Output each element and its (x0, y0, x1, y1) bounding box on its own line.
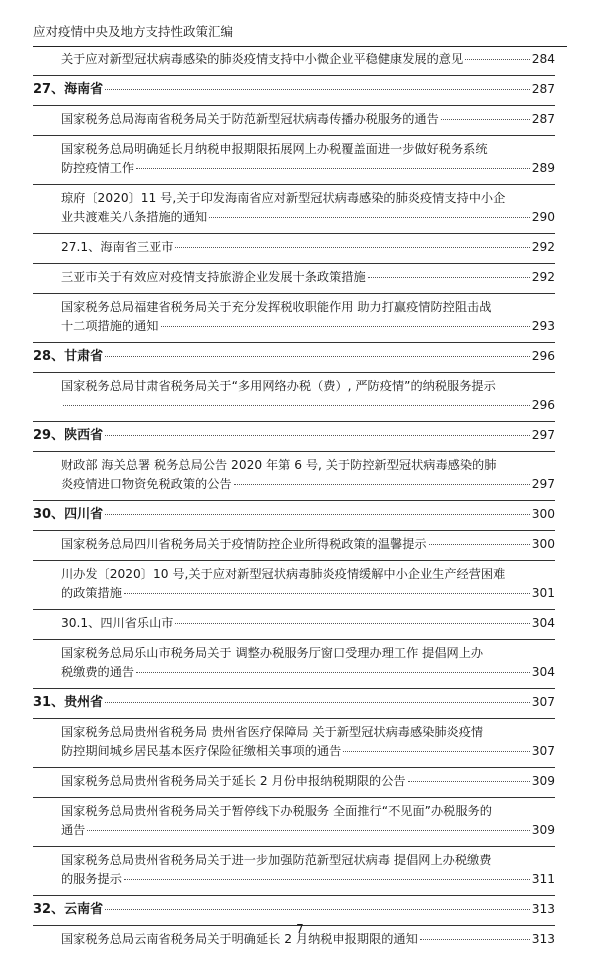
toc-entry-title: 31、贵州省 (33, 695, 104, 710)
toc-section-entry[interactable] (33, 500, 555, 530)
toc-entry-page: 309 (531, 823, 555, 837)
leader-dots (124, 879, 530, 880)
toc-entry-page: 297 (531, 477, 555, 491)
leader-dots (124, 593, 530, 594)
toc-entry-page: 292 (531, 270, 555, 284)
toc-entry[interactable] (33, 451, 555, 500)
toc-entry-title: 29、陕西省 (33, 428, 104, 443)
toc-entry-title-line2: 炎疫情进口物资免税政策的公告 (61, 477, 232, 491)
toc-entry-title-line2: 的政策措施 (61, 586, 122, 600)
toc-entry-page: 307 (531, 695, 555, 709)
toc-section-entry[interactable] (33, 421, 555, 451)
toc-entry-title-line1: 国家税务总局乐山市税务局关于 调整办税服务厅窗口受理办理工作 提倡网上办 (61, 646, 484, 660)
toc-entry-title-line1: 国家税务总局贵州省税务局关于暂停线下办税服务 全面推行“不见面”办税服务的 (61, 804, 492, 818)
toc-entry[interactable] (33, 846, 555, 895)
toc-entry-title-line2: 税缴费的通告 (61, 665, 135, 679)
running-header (33, 22, 567, 47)
toc-entry-title-line1: 国家税务总局贵州省税务局 贵州省医疗保障局 关于新型冠状病毒感染肺炎疫情 (61, 725, 484, 739)
leader-dots (161, 326, 530, 327)
toc-entry-page: 296 (531, 398, 555, 412)
toc-entry-title: 30、四川省 (33, 507, 104, 522)
toc-entry[interactable] (33, 46, 555, 75)
toc-entry-title: 32、云南省 (33, 902, 104, 917)
toc-entry-page: 289 (531, 161, 555, 175)
header-title: 应对疫情中央及地方支持性政策汇编 (33, 24, 234, 39)
toc-entry-page: 297 (531, 428, 555, 442)
leader-dots (368, 277, 530, 278)
toc-entry[interactable] (33, 639, 555, 688)
table-of-contents (33, 46, 555, 955)
toc-entry[interactable] (33, 797, 555, 846)
toc-entry-title: 30.1、四川省乐山市 (61, 616, 174, 630)
toc-entry[interactable] (33, 372, 555, 421)
toc-entry-page: 287 (531, 82, 555, 96)
leader-dots (465, 59, 530, 60)
leader-dots (136, 672, 530, 673)
leader-dots (429, 544, 530, 545)
toc-entry-title: 国家税务总局海南省税务局关于防范新型冠状病毒传播办税服务的通告 (61, 112, 439, 126)
toc-entry-title: 27、海南省 (33, 82, 104, 97)
toc-entry-title-line1: 国家税务总局明确延长月纳税申报期限拓展网上办税覆盖面进一步做好税务系统 (61, 142, 488, 156)
toc-entry[interactable] (33, 560, 555, 609)
leader-dots (105, 435, 530, 436)
toc-entry-title-line2: 通告 (61, 823, 86, 837)
toc-entry-title: 国家税务总局四川省税务局关于疫情防控企业所得税政策的温馨提示 (61, 537, 427, 551)
toc-entry[interactable] (33, 293, 555, 342)
leader-dots (234, 484, 530, 485)
toc-entry[interactable] (33, 718, 555, 767)
toc-entry-title-line1: 川办发〔2020〕10 号,关于应对新型冠状病毒肺炎疫情缓解中小企业生产经营困难 (61, 567, 506, 581)
toc-entry-title: 三亚市关于有效应对疫情支持旅游企业发展十条政策措施 (61, 270, 366, 284)
toc-entry-title-line2: 防控疫情工作 (61, 161, 135, 175)
toc-entry-page: 311 (531, 872, 555, 886)
toc-entry-title-line1: 国家税务总局福建省税务局关于充分发挥税收职能作用 助力打赢疫情防控阻击战 (61, 300, 492, 314)
toc-entry-page: 301 (531, 586, 555, 600)
leader-dots (105, 514, 530, 515)
page-number: 7 (296, 922, 304, 936)
leader-dots (105, 702, 530, 703)
toc-entry-page: 300 (531, 507, 555, 521)
toc-entry-page: 293 (531, 319, 555, 333)
toc-entry-page: 307 (531, 744, 555, 758)
toc-entry-title-line1: 琼府〔2020〕11 号,关于印发海南省应对新型冠状病毒感染的肺炎疫情支持中小企 (61, 191, 506, 205)
toc-entry-page: 313 (531, 932, 555, 946)
toc-entry-title: 28、甘肃省 (33, 349, 104, 364)
leader-dots (63, 405, 530, 406)
toc-entry-title-line2: 十二项措施的通知 (61, 319, 159, 333)
toc-section-entry[interactable] (33, 75, 555, 105)
leader-dots (105, 909, 530, 910)
toc-section-entry[interactable] (33, 688, 555, 718)
toc-section-entry[interactable] (33, 895, 555, 925)
toc-entry-title-line2: 的服务提示 (61, 872, 122, 886)
toc-entry-page: 300 (531, 537, 555, 551)
toc-entry-page: 287 (531, 112, 555, 126)
leader-dots (209, 217, 529, 218)
leader-dots (105, 89, 530, 90)
toc-entry[interactable] (33, 263, 555, 293)
leader-dots (87, 830, 529, 831)
toc-entry-page: 284 (531, 52, 555, 66)
toc-entry[interactable] (33, 767, 555, 797)
leader-dots (175, 247, 529, 248)
toc-entry-title: 关于应对新型冠状病毒感染的肺炎疫情支持中小微企业平稳健康发展的意见 (61, 52, 464, 66)
leader-dots (175, 623, 529, 624)
toc-entry-page: 290 (531, 210, 555, 224)
toc-entry-title: 国家税务总局贵州省税务局关于延长 2 月份申报纳税期限的公告 (61, 774, 406, 788)
toc-entry-page: 304 (531, 616, 555, 630)
toc-entry-title-line2: 业共渡难关八条措施的通知 (61, 210, 208, 224)
toc-entry[interactable] (33, 135, 555, 184)
toc-entry-page: 296 (531, 349, 555, 363)
toc-entry-title-line2: 防控期间城乡居民基本医疗保险征缴相关事项的通告 (61, 744, 342, 758)
leader-dots (105, 356, 530, 357)
leader-dots (343, 751, 529, 752)
leader-dots (420, 939, 530, 940)
leader-dots (408, 781, 530, 782)
toc-entry[interactable] (33, 233, 555, 263)
toc-entry[interactable] (33, 609, 555, 639)
toc-entry-title-line1: 国家税务总局贵州省税务局关于进一步加强防范新型冠状病毒 提倡网上办税缴费 (61, 853, 492, 867)
toc-entry[interactable] (33, 530, 555, 560)
toc-entry-title-line1: 财政部 海关总署 税务总局公告 2020 年第 6 号, 关于防控新型冠状病毒感染的肺 (61, 458, 497, 472)
leader-dots (136, 168, 530, 169)
toc-entry-page: 304 (531, 665, 555, 679)
toc-entry-page: 313 (531, 902, 555, 916)
toc-entry-title: 27.1、海南省三亚市 (61, 240, 174, 254)
toc-entry[interactable] (33, 105, 555, 135)
leader-dots (441, 119, 530, 120)
toc-entry-page: 309 (531, 774, 555, 788)
toc-entry-title-line1: 国家税务总局甘肃省税务局关于“多用网络办税（费）, 严防疫情”的纳税服务提示 (61, 379, 496, 393)
toc-entry-title: 国家税务总局云南省税务局关于明确延长 2 月纳税申报期限的通知 (61, 932, 418, 946)
toc-entry-page: 292 (531, 240, 555, 254)
toc-section-entry[interactable] (33, 342, 555, 372)
toc-entry[interactable] (33, 184, 555, 233)
